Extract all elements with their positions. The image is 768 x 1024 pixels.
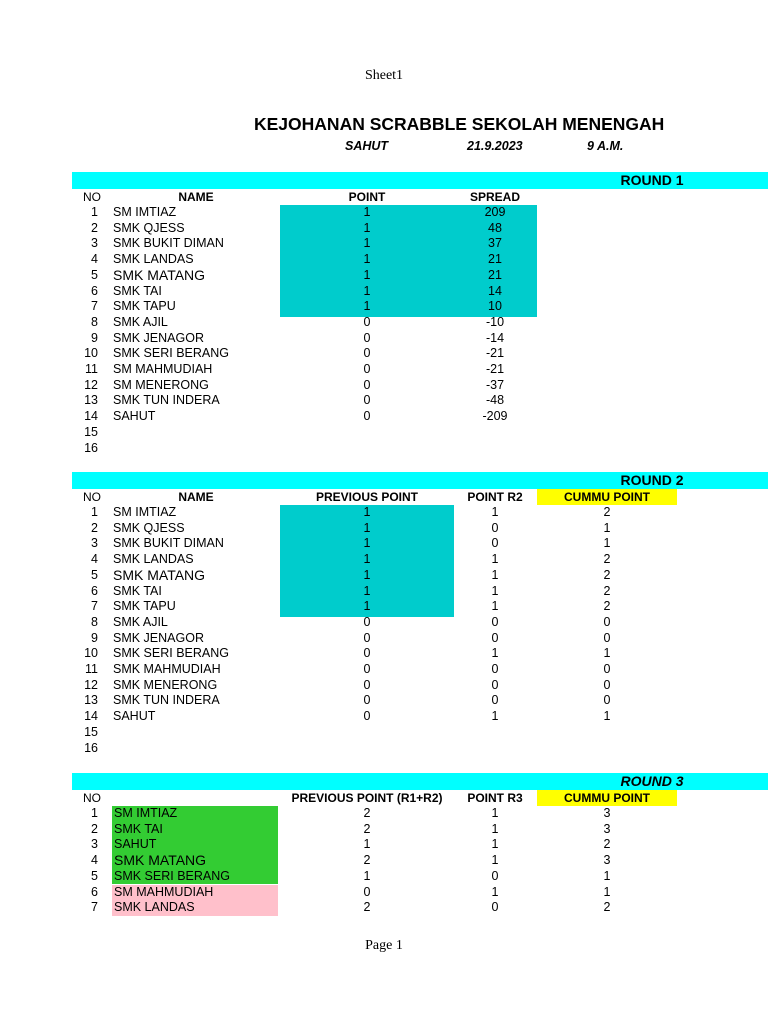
cummu-point-cell [537,741,677,757]
team-name: SMK BUKIT DIMAN [113,236,224,251]
point-r2-cell: 1 [491,599,499,614]
row-number: 6 [91,283,98,298]
row-number: 1 [91,806,98,820]
sheet-label: Sheet1 [364,68,404,83]
team-name: SMK SERI BERANG [113,346,229,361]
team-name: SMK LANDAS [112,900,278,916]
team-name: SMK TAI [113,283,162,298]
previous-point-cell: 0 [363,630,371,645]
point-cell [280,441,454,457]
row-number: 7 [91,599,98,614]
previous-point-cell: 1 [363,868,371,883]
point-cell: 0 [363,346,371,361]
previous-point-cell: 0 [363,646,371,661]
point-cell: 1 [363,252,371,267]
row-number: 4 [91,853,98,868]
team-name: SM MAHMUDIAH [113,362,213,376]
row-number: 12 [84,377,98,392]
spread-cell [454,441,536,457]
point-r2-cell: 0 [491,662,499,676]
cummu-point-cell: 0 [603,662,611,676]
spread-cell: -37 [485,377,505,392]
previous-point-cell: 0 [363,693,371,708]
round2-title: ROUND 2 [620,472,684,488]
team-name: SAHUT [112,837,278,853]
point-r2-cell: 0 [491,614,499,629]
spread-cell: -10 [485,314,505,329]
row-number: 4 [91,252,98,267]
point-r3-cell: 1 [491,853,499,868]
point-cell: 0 [363,377,371,392]
previous-point-cell: 2 [363,821,371,836]
row-number: 12 [84,677,98,692]
cummu-point-cell: 2 [603,837,611,852]
team-name: SM IMTIAZ [113,505,177,519]
team-name: SAHUT [113,709,156,724]
row-number: 8 [91,614,98,629]
cummu-point-cell: 0 [603,614,611,629]
r1-header-point: POINT [348,190,386,204]
row-number: 3 [91,837,98,852]
round2-banner [72,472,768,489]
previous-point-cell: 1 [363,567,371,582]
r1-header-no: NO [83,190,101,204]
row-number: 5 [91,267,98,282]
point-cell: 1 [363,236,371,251]
row-number: 6 [91,884,98,899]
point-cell: 1 [363,283,371,298]
team-name: SMK AJIL [113,614,168,629]
point-cell: 0 [363,314,371,329]
row-number: 2 [91,520,98,535]
r3-header-no: NO [83,791,101,805]
spread-cell: 48 [488,220,502,235]
point-r3-cell: 1 [491,837,499,852]
cummu-point-cell: 2 [603,599,611,614]
spread-cell: -21 [485,346,505,361]
team-name: SMK MATANG [113,566,206,583]
cummu-point-cell: 1 [603,884,611,899]
team-name: SMK LANDAS [113,552,194,567]
row-number: 8 [91,314,98,329]
team-name: SMK TUN INDERA [113,693,220,708]
point-r3-cell: 1 [491,806,499,820]
team-name: SMK LANDAS [113,252,194,267]
point-r3-cell: 0 [491,868,499,883]
team-name: SMK QJESS [113,520,185,535]
team-name: SMK SERI BERANG [113,646,229,661]
point-r2-cell: 0 [491,677,499,692]
r3-header-point: POINT R3 [467,791,523,805]
row-number: 11 [85,362,98,376]
r3-header-cummu: CUMMU POINT [537,790,677,806]
team-name: SMK SERI BERANG [112,869,278,885]
previous-point-cell: 0 [363,884,371,899]
team-name [113,441,279,457]
previous-point-cell [280,741,454,757]
point-r2-cell [454,741,536,757]
point-r3-cell: 1 [491,884,499,899]
previous-point-cell: 2 [363,900,371,915]
previous-point-cell: 0 [363,709,371,724]
r3-header-prev: PREVIOUS POINT (R1+R2) [291,791,443,805]
row-number: 13 [84,393,98,408]
row-number: 14 [84,409,98,424]
team-name: SMK AJIL [113,314,168,329]
cummu-point-cell: 1 [603,709,611,724]
cummu-point-cell: 3 [603,853,611,868]
r2-header-prev: PREVIOUS POINT [315,490,419,504]
point-r3-cell: 1 [491,821,499,836]
spread-cell: 37 [488,236,502,251]
point-cell: 0 [363,330,371,345]
point-r2-cell: 0 [491,630,499,645]
cummu-point-cell: 2 [603,552,611,567]
point-r2-cell: 1 [491,552,499,567]
team-name: SM MENERONG [113,377,209,392]
spread-cell: 21 [488,267,502,282]
team-name: SMK TAPU [113,299,176,314]
point-r2-cell: 1 [491,505,499,519]
r2-header-cummu: CUMMU POINT [537,489,677,505]
team-name [113,425,279,441]
row-number: 7 [91,900,98,915]
row-number: 1 [91,505,98,519]
previous-point-cell: 1 [363,583,371,598]
row-number: 3 [91,236,98,251]
row-number: 13 [84,693,98,708]
previous-point-cell: 0 [363,677,371,692]
spread-cell: 14 [488,283,502,298]
row-number: 5 [91,868,98,883]
row-number: 16 [84,740,98,755]
team-name: SMK JENAGOR [113,630,204,645]
row-number: 14 [84,709,98,724]
previous-point-cell: 0 [363,614,371,629]
cummu-point-cell: 1 [603,520,611,535]
team-name: SM IMTIAZ [112,806,278,822]
r1-header-spread: SPREAD [469,190,520,204]
spread-cell: -14 [485,330,505,345]
team-name: SMK TAI [112,822,278,838]
row-number: 2 [91,821,98,836]
cummu-point-cell: 1 [603,536,611,551]
page-number: Page 1 [365,938,403,953]
point-r2-cell: 1 [491,567,499,582]
cummu-point-cell: 2 [603,583,611,598]
cummu-point-cell: 2 [603,567,611,582]
spread-cell: -21 [485,362,505,376]
point-cell: 1 [363,299,371,314]
team-name [113,725,279,741]
row-number: 2 [91,220,98,235]
team-name: SM IMTIAZ [113,205,177,219]
cummu-point-cell: 0 [603,693,611,708]
point-cell: 0 [363,393,371,408]
point-cell: 1 [363,220,371,235]
cummu-point-cell: 0 [603,630,611,645]
row-number: 9 [91,330,98,345]
point-r3-cell: 0 [491,900,499,915]
previous-point-cell: 1 [363,505,371,519]
cummu-point-cell: 0 [603,677,611,692]
cummu-point-cell: 2 [603,900,611,915]
point-r2-cell: 0 [491,520,499,535]
team-name: SMK MATANG [112,853,278,869]
point-r2-cell: 1 [491,709,499,724]
previous-point-cell: 1 [363,552,371,567]
cummu-point-cell: 2 [603,505,611,519]
previous-point-cell: 2 [363,806,371,820]
date-label: 21.9.2023 [467,139,523,153]
cummu-point-cell: 3 [603,806,611,820]
point-r2-cell: 0 [491,536,499,551]
row-number: 1 [91,205,98,219]
row-number: 4 [91,552,98,567]
cummu-point-cell [537,725,677,741]
previous-point-cell: 2 [363,853,371,868]
cummu-point-cell: 1 [603,868,611,883]
team-name: SAHUT [113,409,156,424]
spread-cell: -209 [482,409,508,424]
point-cell: 1 [363,267,371,282]
team-name: SMK TAPU [113,599,176,614]
row-number: 10 [84,646,98,661]
team-name: SMK QJESS [113,220,185,235]
row-number: 15 [84,424,98,439]
previous-point-cell [280,725,454,741]
previous-point-cell: 0 [363,662,371,676]
row-number: 3 [91,536,98,551]
point-cell: 0 [363,409,371,424]
team-name: SMK MAHMUDIAH [113,662,221,676]
point-r2-cell: 1 [491,583,499,598]
r2-header-no: NO [83,490,101,504]
row-number: 9 [91,630,98,645]
previous-point-cell: 1 [363,520,371,535]
row-number: 5 [91,567,98,582]
r1-header-name: NAME [178,190,214,204]
spread-cell [454,425,536,441]
point-r2-cell: 1 [491,646,499,661]
previous-point-cell: 1 [363,599,371,614]
venue-label: SAHUT [345,139,389,153]
page-title: KEJOHANAN SCRABBLE SEKOLAH MENENGAH [254,114,665,134]
team-name: SMK JENAGOR [113,330,204,345]
spread-cell: 10 [488,299,502,314]
point-cell: 1 [363,205,371,219]
spread-cell: 21 [488,252,502,267]
previous-point-cell: 1 [363,837,371,852]
spread-cell: 209 [484,205,506,219]
r2-header-name: NAME [178,490,214,504]
round1-banner [72,172,768,189]
point-r2-cell: 0 [491,693,499,708]
cummu-point-cell: 3 [603,821,611,836]
row-number: 16 [84,440,98,455]
row-number: 10 [84,346,98,361]
row-number: 7 [91,299,98,314]
row-number: 6 [91,583,98,598]
row-number: 11 [85,662,98,676]
time-label: 9 A.M. [587,139,624,153]
r2-header-point: POINT R2 [467,490,523,504]
previous-point-cell: 1 [363,536,371,551]
team-name: SMK BUKIT DIMAN [113,536,224,551]
team-name [113,741,279,757]
cummu-point-cell: 1 [603,646,611,661]
team-name: SMK TAI [113,583,162,598]
round1-title: ROUND 1 [620,172,684,188]
point-cell [280,425,454,441]
spread-cell: -48 [485,393,505,408]
point-cell: 0 [363,362,371,376]
row-number: 15 [84,724,98,739]
point-r2-cell [454,725,536,741]
round3-banner [72,773,768,790]
team-name: SMK MENERONG [113,677,218,692]
team-name: SMK MATANG [113,266,206,283]
team-name: SM MAHMUDIAH [112,885,278,901]
team-name: SMK TUN INDERA [113,393,220,408]
round3-title: ROUND 3 [620,773,684,789]
